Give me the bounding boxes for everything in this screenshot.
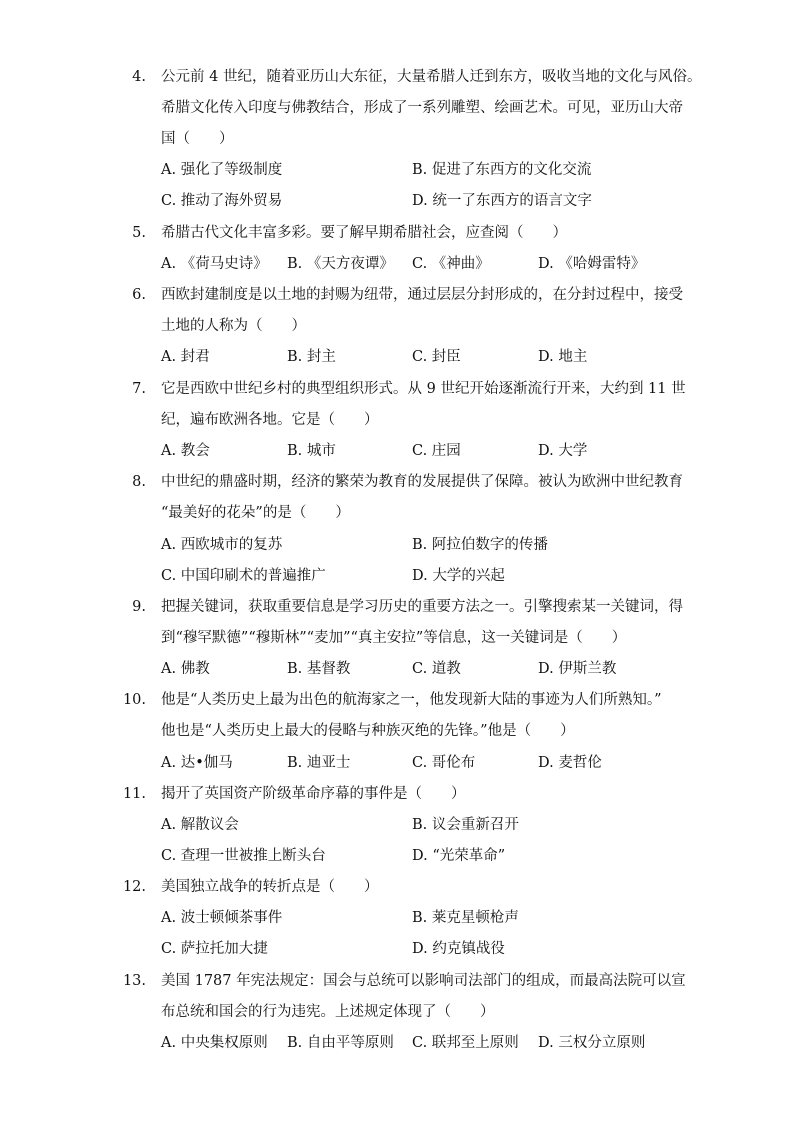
option-d[interactable]: D. 大学 xyxy=(538,443,588,459)
question-stem-line: 揭开了英国资产阶级革命序幕的事件是（ ） xyxy=(161,786,466,802)
option-d[interactable]: D. 三权分立原则 xyxy=(538,1035,646,1051)
option-a[interactable]: A. 中央集权原则 xyxy=(161,1035,268,1051)
question-stem-line: 美国独立战争的转折点是（ ） xyxy=(161,879,379,895)
option-b[interactable]: B. 莱克星顿枪声 xyxy=(412,910,519,926)
question-stem-line: 国（ ） xyxy=(161,131,234,147)
question-number: 7. xyxy=(132,381,146,397)
question-number: 4. xyxy=(132,69,146,85)
option-b[interactable]: B. 《天方夜谭》 xyxy=(287,256,394,272)
option-a[interactable]: A. 《荷马史诗》 xyxy=(161,256,268,272)
question-number: 12. xyxy=(122,879,146,895)
question-number: 13. xyxy=(122,973,146,989)
option-a[interactable]: A. 西欧城市的复苏 xyxy=(161,537,283,553)
option-d[interactable]: D. 统一了东西方的语言文字 xyxy=(412,193,592,209)
option-c[interactable]: C. 封臣 xyxy=(412,349,461,365)
option-c[interactable]: C. 查理一世被推上断头台 xyxy=(161,848,326,864)
question-number: 11. xyxy=(122,786,146,802)
option-d[interactable]: D. 《哈姆雷特》 xyxy=(538,256,646,272)
option-d[interactable]: D. 地主 xyxy=(538,349,588,365)
question-stem-line: 美国 1787 年宪法规定：国会与总统可以影响司法部门的组成，而最高法院可以宣 xyxy=(161,973,686,989)
question-stem-line: 希腊文化传入印度与佛教结合，形成了一系列雕塑、绘画艺术。可见，亚历山大帝 xyxy=(161,100,683,116)
option-b[interactable]: B. 阿拉伯数字的传播 xyxy=(412,537,548,553)
question-stem-line: 公元前 4 世纪，随着亚历山大东征，大量希腊人迁到东方，吸收当地的文化与风俗。 xyxy=(161,69,702,85)
option-a[interactable]: A. 封君 xyxy=(161,349,210,365)
question-stem-line: 他也是“人类历史上最大的侵略与种族灭绝的先锋。”他是（ ） xyxy=(161,723,575,739)
option-a[interactable]: A. 波士顿倾茶事件 xyxy=(161,910,283,926)
question-stem-line: 土地的人称为（ ） xyxy=(161,318,306,334)
option-b[interactable]: B. 议会重新召开 xyxy=(412,817,519,833)
question-stem-line: 中世纪的鼎盛时期，经济的繁荣为教育的发展提供了保障。被认为欧洲中世纪教育 xyxy=(161,474,683,490)
question-number: 6. xyxy=(132,287,146,303)
question-stem-line: 把握关键词，获取重要信息是学习历史的重要方法之一。引擎搜索某一关键词，得 xyxy=(161,599,683,615)
question-stem-line: 到“穆罕默德”“穆斯林”“麦加”“真主安拉”等信息，这一关键词是（ ） xyxy=(161,630,627,646)
question-stem-line: 布总统和国会的行为违宪。上述规定体现了（ ） xyxy=(161,1004,495,1020)
question-stem-line: 它是西欧中世纪乡村的典型组织形式。从 9 世纪开始逐渐流行开来，大约到 11 世 xyxy=(161,381,686,397)
option-b[interactable]: B. 自由平等原则 xyxy=(287,1035,394,1051)
option-b[interactable]: B. 迪亚士 xyxy=(287,755,351,771)
question-number: 9. xyxy=(132,599,146,615)
option-a[interactable]: A. 强化了等级制度 xyxy=(161,162,283,178)
option-c[interactable]: C. 联邦至上原则 xyxy=(412,1035,519,1051)
option-c[interactable]: C. 《神曲》 xyxy=(412,256,490,272)
option-b[interactable]: B. 封主 xyxy=(287,349,336,365)
option-a[interactable]: A. 教会 xyxy=(161,443,210,459)
option-c[interactable]: C. 道教 xyxy=(412,661,461,677)
question-stem-line: 希腊古代文化丰富多彩。要了解早期希腊社会，应查阅（ ） xyxy=(161,225,567,241)
option-b[interactable]: B. 城市 xyxy=(287,443,336,459)
question-number: 5. xyxy=(132,225,146,241)
question-stem-line: 纪，遍布欧洲各地。它是（ ） xyxy=(161,412,379,428)
option-c[interactable]: C. 中国印刷术的普遍推广 xyxy=(161,568,326,584)
question-number: 8. xyxy=(132,474,146,490)
option-c[interactable]: C. 萨拉托加大捷 xyxy=(161,941,268,957)
option-b[interactable]: B. 基督教 xyxy=(287,661,351,677)
question-number: 10. xyxy=(122,692,146,708)
question-stem-line: 他是“人类历史上最为出色的航海家之一，他发现新大陆的事迹为人们所熟知。” xyxy=(161,692,662,708)
option-c[interactable]: C. 庄园 xyxy=(412,443,461,459)
option-c[interactable]: C. 推动了海外贸易 xyxy=(161,193,283,209)
option-d[interactable]: D. 麦哲伦 xyxy=(538,755,602,771)
option-c[interactable]: C. 哥伦布 xyxy=(412,755,476,771)
option-a[interactable]: A. 达•伽马 xyxy=(161,755,233,771)
option-d[interactable]: D. 大学的兴起 xyxy=(412,568,505,584)
question-stem-line: 西欧封建制度是以土地的封赐为纽带，通过层层分封形成的，在分封过程中，接受 xyxy=(161,287,683,303)
question-stem-line: “最美好的花朵”的是（ ） xyxy=(161,505,350,521)
option-d[interactable]: D. 约克镇战役 xyxy=(412,941,505,957)
option-d[interactable]: D. 伊斯兰教 xyxy=(538,661,617,677)
option-b[interactable]: B. 促进了东西方的文化交流 xyxy=(412,162,592,178)
option-d[interactable]: D. “光荣革命” xyxy=(412,848,506,864)
option-a[interactable]: A. 佛教 xyxy=(161,661,210,677)
option-a[interactable]: A. 解散议会 xyxy=(161,817,239,833)
